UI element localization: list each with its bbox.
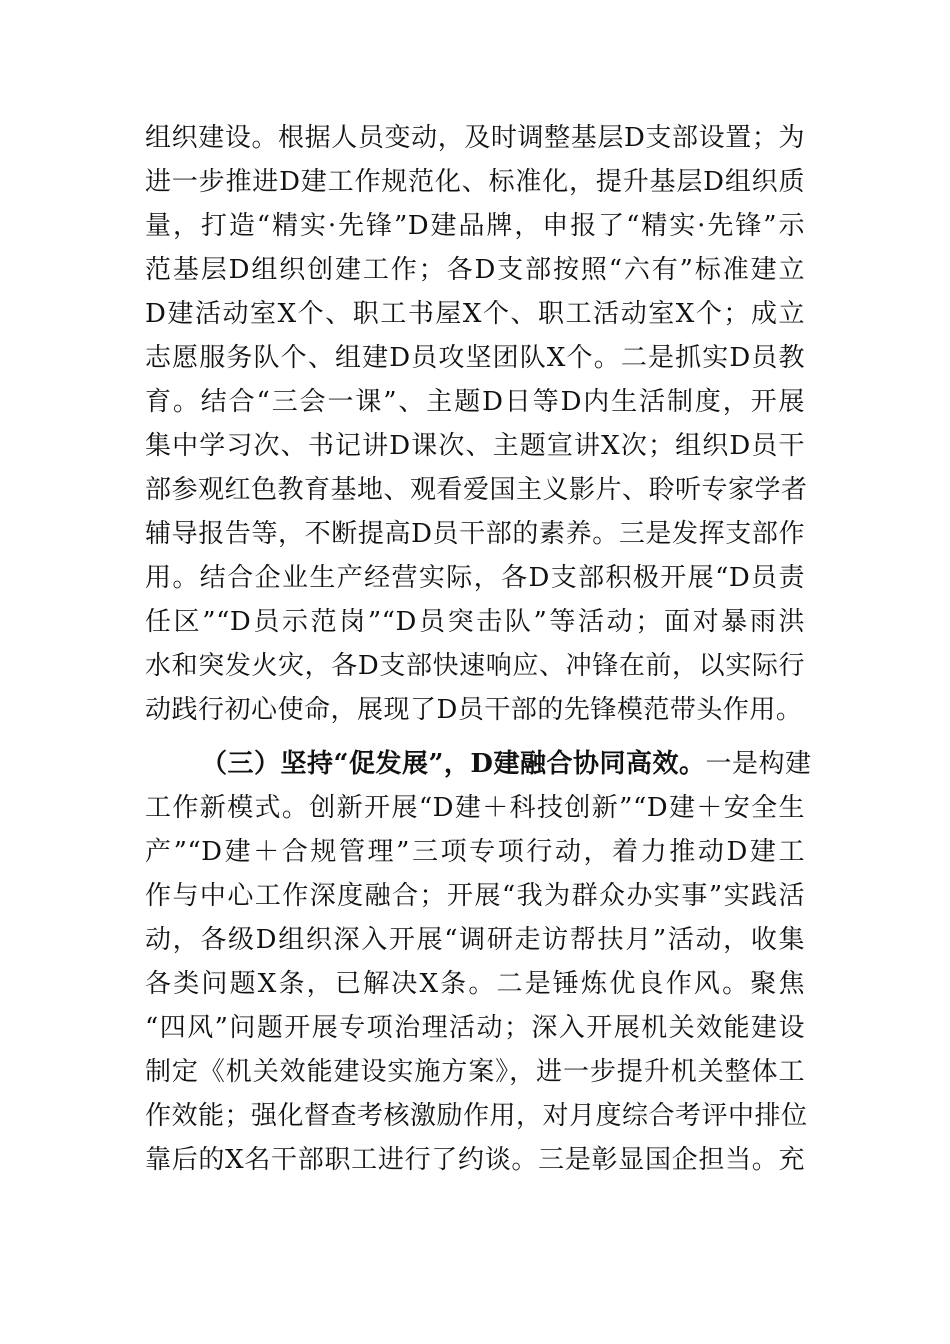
body-text-line: 产”“D建＋合规管理”三项专项行动，着力推动D建工 (145, 837, 805, 867)
body-text-line: 任区”“D员示范岗”“D员突击队”等活动；面对暴雨洪 (145, 607, 805, 637)
body-text-line: “四风”问题开展专项治理活动；深入开展机关效能建设 (145, 1013, 805, 1043)
body-text-line: D建活动室X个、职工书屋X个、职工活动室X个；成立 (145, 299, 805, 329)
body-text-line: 范基层D组织创建工作；各D支部按照“六有”标准建立 (145, 255, 805, 285)
body-text-line: 组织建设。根据人员变动，及时调整基层D支部设置；为 (145, 123, 805, 153)
body-text-line: 作与中心工作深度融合；开展“我为群众办实事”实践活 (145, 881, 805, 911)
body-text-line: 部参观红色教育基地、观看爱国主义影片、聆听专家学者 (145, 475, 808, 505)
body-text-line: 用。结合企业生产经营实际，各D支部积极开展“D员责 (145, 563, 805, 593)
body-text-line: 工作新模式。创新开展“D建＋科技创新”“D建＋安全生 (145, 793, 805, 823)
body-text-line: 动，各级D组织深入开展“调研走访帮扶月”活动，收集 (145, 925, 805, 955)
body-text-line: 进一步推进D建工作规范化、标准化，提升基层D组织质 (145, 167, 805, 197)
section-heading-line (201, 742, 812, 786)
body-text-line: 动践行初心使命，展现了D员干部的先锋模范带头作用。 (145, 695, 803, 725)
body-text-line: 水和突发火灾，各D支部快速响应、冲锋在前，以实际行 (145, 651, 805, 681)
body-text-line: 育。结合“三会一课”、主题D日等D内生活制度，开展 (145, 387, 805, 417)
body-text-line: 制定《机关效能建设实施方案》，进一步提升机关整体工 (145, 1057, 805, 1087)
body-text-line: 各类问题X条，已解决X条。二是锤炼优良作风。聚焦 (145, 969, 805, 999)
body-text-line: 集中学习次、书记讲D课次、主题宣讲X次；组织D员干 (145, 431, 805, 461)
section-heading: （三）坚持“促发展”，D建融合协同高效。 (201, 749, 706, 779)
body-text-line: 志愿服务队个、组建D员攻坚团队X个。二是抓实D员教 (145, 343, 805, 373)
body-text-line: 作效能；强化督查考核激励作用，对月度综合考评中排位 (145, 1101, 808, 1131)
body-text-line: 量，打造“精实·先锋”D建品牌，申报了“精实·先锋”示 (145, 211, 805, 241)
body-text-line: 靠后的X名干部职工进行了约谈。三是彰显国企担当。充 (145, 1145, 805, 1175)
section-first-line-text: 一是构建 (705, 749, 812, 779)
body-text-line: 辅导报告等，不断提高D员干部的素养。三是发挥支部作 (145, 519, 805, 549)
